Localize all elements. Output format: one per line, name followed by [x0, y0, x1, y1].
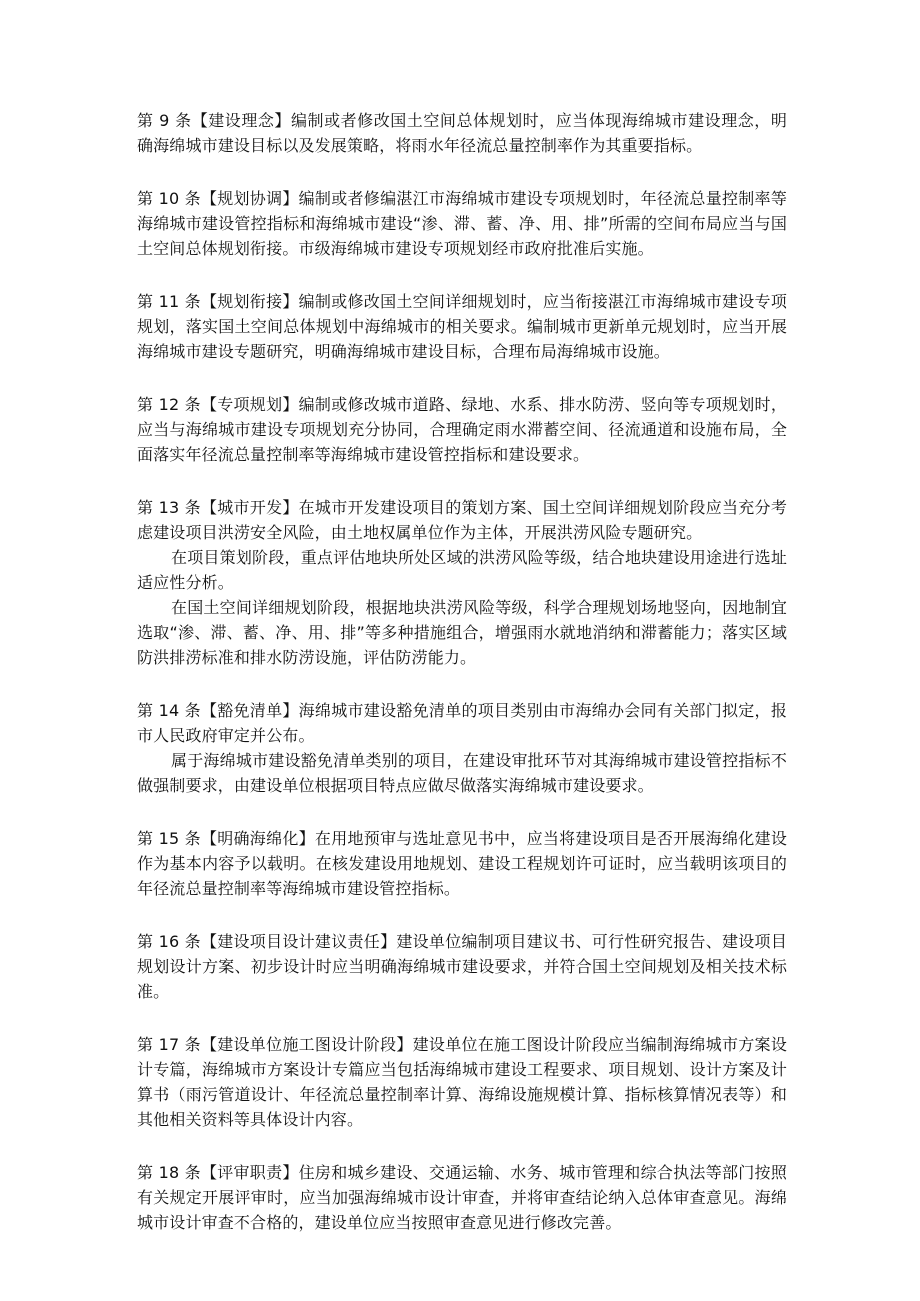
article-12-paragraph-1: 第 12 条【专项规划】编制或修改城市道路、绿地、水系、排水防涝、竖向等专项规划时，应当与海绵城市建设专项规划充分协同，合理确定雨水滞蓄空间、径流通道和设施布局，全面落实年径流总量控制率等海绵城市建设管控指标和建设要求。	[137, 395, 787, 464]
article-10	[137, 186, 787, 261]
article-15-paragraph-1: 第 15 条【明确海绵化】在用地预审与选址意见书中，应当将建设项目是否开展海绵化建设作为基本内容予以载明。在核发建设用地规划、建设工程规划许可证时，应当载明该项目的年径流总量控制率等海绵城市建设管控指标。	[137, 829, 787, 898]
article-13	[137, 495, 787, 670]
article-9-paragraph-1: 第 9 条【建设理念】编制或者修改国土空间总体规划时，应当体现海绵城市建设理念，明确海绵城市建设目标以及发展策略，将雨水年径流总量控制率作为其重要指标。	[137, 111, 787, 155]
article-14-paragraph-1: 第 14 条【豁免清单】海绵城市建设豁免清单的项目类别由市海绵办会同有关部门拟定，报市人民政府审定并公布。	[137, 701, 787, 745]
article-15	[137, 826, 787, 901]
document-page	[137, 108, 787, 1263]
article-10-paragraph-1: 第 10 条【规划协调】编制或者修编湛江市海绵城市建设专项规划时，年径流总量控制率等海绵城市建设管控指标和海绵城市建设“渗、滞、蓄、净、用、排”所需的空间布局应当与国土空间总体规划衔接。市级海绵城市建设专项规划经市政府批准后实施。	[137, 189, 787, 258]
article-18-paragraph-1: 第 18 条【评审职责】住房和城乡建设、交通运输、水务、城市管理和综合执法等部门按照有关规定开展评审时，应当加强海绵城市设计审查，并将审查结论纳入总体审查意见。海绵城市设计审查不合格的，建设单位应当按照审查意见进行修改完善。	[137, 1163, 787, 1232]
article-16-paragraph-1: 第 16 条【建设项目设计建议责任】建设单位编制项目建议书、可行性研究报告、建设项目规划设计方案、初步设计时应当明确海绵城市建设要求，并符合国土空间规划及相关技术标准。	[137, 932, 787, 1001]
article-17	[137, 1032, 787, 1132]
article-18	[137, 1160, 787, 1235]
article-13-paragraph-1: 第 13 条【城市开发】在城市开发建设项目的策划方案、国土空间详细规划阶段应当充分考虑建设项目洪涝安全风险，由土地权属单位作为主体，开展洪涝风险专题研究。	[137, 498, 787, 542]
article-9	[137, 108, 787, 158]
article-14-paragraph-2: 属于海绵城市建设豁免清单类别的项目，在建设审批环节对其海绵城市建设管控指标不做强制要求，由建设单位根据项目特点应做尽做落实海绵城市建设要求。	[137, 751, 787, 795]
article-17-paragraph-1: 第 17 条【建设单位施工图设计阶段】建设单位在施工图设计阶段应当编制海绵城市方案设计专篇，海绵城市方案设计专篇应当包括海绵城市建设工程要求、项目规划、设计方案及计算书（雨污管道设计、年径流总量控制率计算、海绵设施规模计算、指标核算情况表等）和其他相关资料等具体设计内容。	[137, 1035, 787, 1129]
article-11	[137, 289, 787, 364]
article-13-paragraph-2: 在项目策划阶段，重点评估地块所处区域的洪涝风险等级，结合地块建设用途进行选址适应性分析。	[137, 548, 787, 592]
article-12	[137, 392, 787, 467]
article-14	[137, 698, 787, 798]
article-11-paragraph-1: 第 11 条【规划衔接】编制或修改国土空间详细规划时，应当衔接湛江市海绵城市建设专项规划，落实国土空间总体规划中海绵城市的相关要求。编制城市更新单元规划时，应当开展海绵城市建设专题研究，明确海绵城市建设目标，合理布局海绵城市设施。	[137, 292, 787, 361]
article-16	[137, 929, 787, 1004]
article-13-paragraph-3: 在国土空间详细规划阶段，根据地块洪涝风险等级，科学合理规划场地竖向，因地制宜选取“渗、滞、蓄、净、用、排”等多种措施组合，增强雨水就地消纳和滞蓄能力；落实区域防洪排涝标准和排水防涝设施，评估防涝能力。	[137, 598, 787, 667]
